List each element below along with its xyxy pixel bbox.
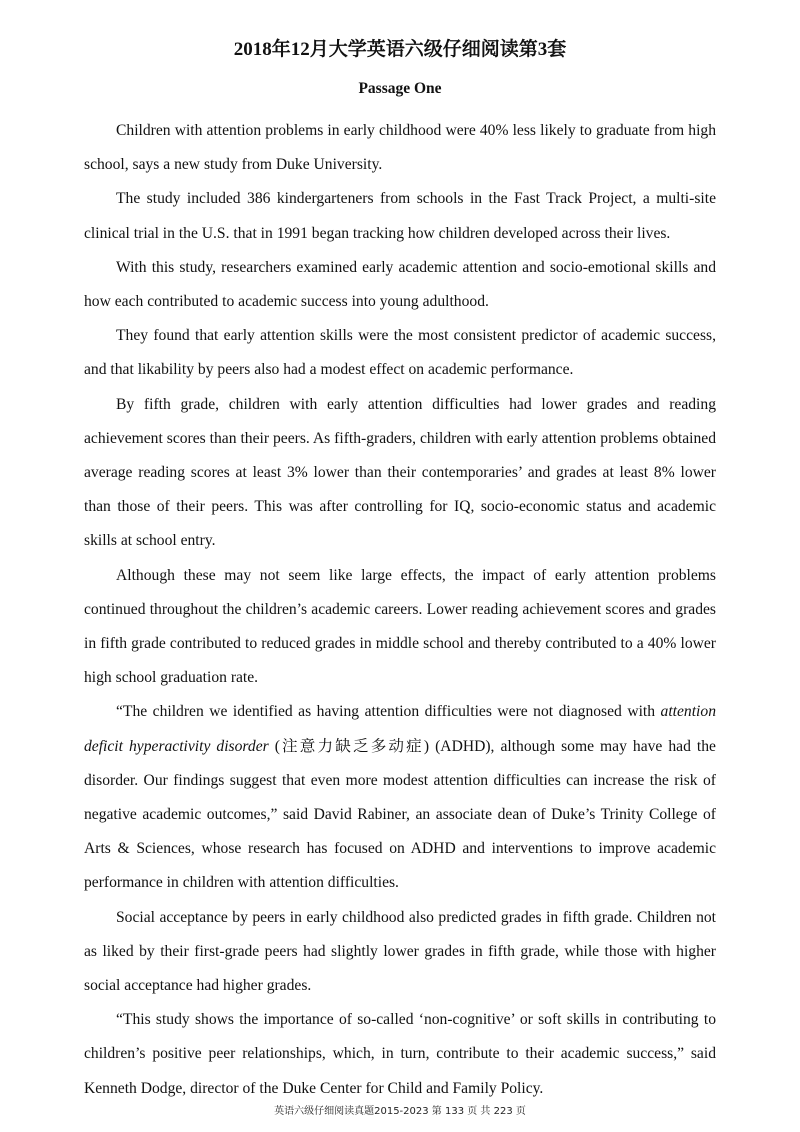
paragraph: “This study shows the importance of so-called ‘non-cognitive’ or soft skills in contributing to children’s positive peer relationships, which, in turn, contribute to their academic success,” said Kenneth Dodge, director of the Duke Center for Child and Family Policy.: [84, 1011, 716, 1097]
paragraph: They found that early attention skills were the most consistent predictor of academic success, and that likability by peers also had a modest effect on academic performance.: [84, 327, 716, 379]
document-title: 2018年12月大学英语六级仔细阅读第3套: [233, 39, 567, 60]
page-footer: 英语六级仔细阅读真题2015-2023 第 133 页 共 223 页: [274, 1106, 526, 1117]
paragraph: Social acceptance by peers in early childhood also predicted grades in fifth grade. Children not as liked by their first-grade peers had slightly lower grades in fifth grade, while those with higher social acceptance had higher grades.: [84, 908, 716, 995]
italic-term: attention deficit hyperactivity disorder: [84, 703, 716, 755]
passage-title: Passage One: [358, 80, 442, 97]
paragraph-quote-rabiner: [84, 695, 716, 900]
chinese-gloss: (注意力缺乏多动症): [268, 737, 430, 755]
paragraph-text: (ADHD), although some may have had the disorder. Our findings suggest that even more modest attention difficulties can increase the risk of negative academic outcomes,” said David Rabiner, an associate dean of Duke’s Trinity College of Arts & Sciences, whose research has focused on ADHD and interventions to improve academic performance in children with attention difficulties.: [84, 737, 716, 892]
paragraph: The study included 386 kindergarteners from schools in the Fast Track Project, a multi-site clinical trial in the U.S. that in 1991 began tracking how children developed across their lives.: [84, 190, 716, 242]
paragraph: With this study, researchers examined early academic attention and socio-emotional skills and how each contributed to academic success into young adulthood.: [84, 258, 716, 311]
paragraph-text: “The children we identified as having attention difficulties were not diagnosed with: [116, 703, 661, 721]
paragraph: Although these may not seem like large effects, the impact of early attention problems continued throughout the children’s academic careers. Lower reading achievement scores and grades in fifth grade contributed to reduced grades in middle school and thereby contributed to a 40% lower high school graduation rate.: [84, 566, 716, 687]
paragraph: Children with attention problems in early childhood were 40% less likely to graduate from high school, says a new study from Duke University.: [84, 122, 716, 174]
passage-body: [84, 114, 716, 1106]
paragraph: By fifth grade, children with early attention difficulties had lower grades and reading achievement scores than their peers. As fifth-graders, children with early attention problems obtained average reading scores at least 3% lower than their contemporaries’ and grades at least 8% lower than those of their peers. This was after controlling for IQ, socio-economic status and academic skills at school entry.: [84, 395, 716, 550]
